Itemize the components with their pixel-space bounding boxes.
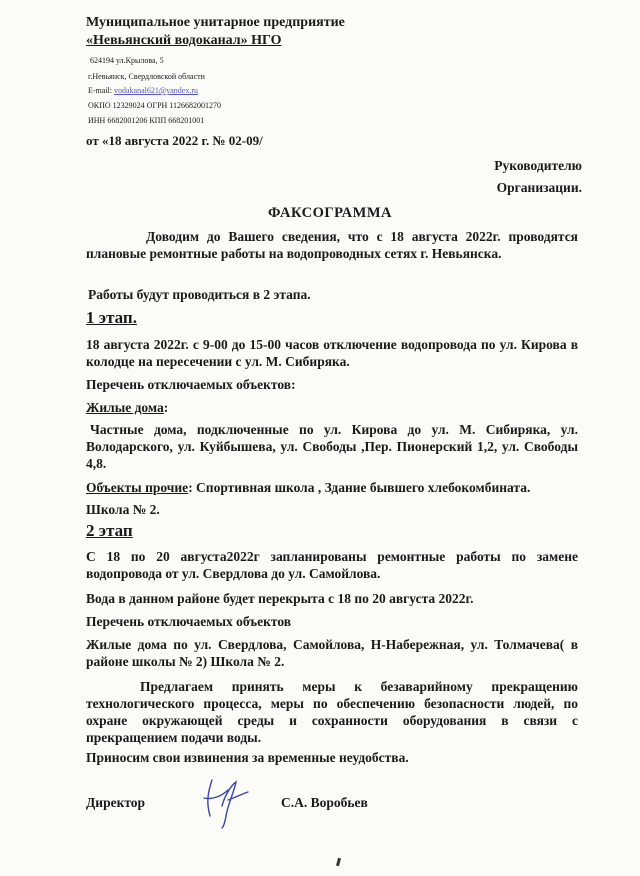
stages-note: Работы будут проводиться в 2 этапа. bbox=[88, 287, 311, 302]
other-text: : Спортивная школа , Здание бывшего хлебокомбината. bbox=[188, 480, 531, 495]
signatory-name: С.А. Воробьев bbox=[281, 795, 368, 810]
email-link[interactable]: vodakanal621@yandex.ru bbox=[114, 86, 199, 95]
org-okpo-ogrn: ОКПО 12329024 ОГРН 1126682001270 bbox=[88, 101, 221, 110]
signatory-position: Директор bbox=[86, 795, 146, 810]
stage1-heading: 1 этап. bbox=[86, 308, 137, 327]
org-name-line2: «Невьянский водоканал» НГО bbox=[86, 33, 282, 48]
apology-line: Приносим свои извинения за временные неудобства. bbox=[86, 750, 409, 765]
residential-label: Жилые дома bbox=[86, 400, 164, 415]
stage1-residential-text: Частные дома, подключенные по ул. Кирова до ул. М. Сибиряка, ул. Володарского, ул. Куйбышева, ул. Свободы ,Пер. Пионерский 1,2, ул. Свободы 4,8. bbox=[86, 422, 578, 471]
proposal-paragraph: Предлагаем принять меры к безаварийному прекращению технологического процесса, меры по обеспечению безопасности людей, по охране окружающей среды и сохранности оборудования в связи с прекращением подачи воды. bbox=[86, 679, 578, 745]
other-label: Объекты прочие bbox=[86, 480, 189, 495]
stage1-residential-heading bbox=[86, 399, 578, 416]
residential-colon: : bbox=[163, 400, 169, 415]
recipient-line2: Организации. bbox=[496, 180, 582, 195]
stage1-other-objects bbox=[86, 479, 578, 496]
stage1-objects-title: Перечень отключаемых объектов: bbox=[86, 377, 296, 392]
org-city: г.Невьянск, Свердловской области bbox=[88, 72, 205, 81]
stage2-residential-text: Жилые дома по ул. Свердлова, Самойлова, Н-Набережная, ул. Толмачева( в районе школы № 2) Школа № 2. bbox=[86, 637, 578, 669]
recipient-line1: Руководителю bbox=[494, 158, 582, 173]
document-number: от «18 августа 2022 г. № 02-09/ bbox=[86, 133, 263, 148]
org-email-line bbox=[88, 86, 198, 96]
intro-paragraph: Доводим до Вашего сведения, что с 18 августа 2022г. проводятся плановые ремонтные работы на водопроводных сетях г. Невьянска. bbox=[86, 229, 578, 261]
stage2-objects-title: Перечень отключаемых объектов bbox=[86, 614, 292, 629]
org-name-line1: Муниципальное унитарное предприятие bbox=[86, 15, 345, 30]
email-label: E-mail: bbox=[88, 86, 112, 95]
scan-mark bbox=[336, 858, 341, 867]
org-address: 624194 ул.Крылова, 5 bbox=[90, 56, 164, 65]
stage2-heading: 2 этап bbox=[86, 521, 133, 540]
document-title: ФАКСОГРАММА bbox=[268, 205, 392, 221]
stage1-school: Школа № 2. bbox=[86, 502, 160, 517]
handwritten-signature bbox=[198, 776, 256, 832]
stage1-description: 18 августа 2022г. с 9-00 до 15-00 часов отключение водопровода по ул. Кирова в колодце на пересечении с ул. М. Сибиряка. bbox=[86, 337, 578, 369]
org-inn-kpp: ИНН 6682001206 КПП 668201001 bbox=[88, 116, 205, 125]
organization-header bbox=[86, 14, 345, 50]
stage2-description: С 18 по 20 августа2022г запланированы ремонтные работы по замене водопровода от ул. Свердлова до ул. Самойлова. bbox=[86, 549, 578, 581]
stage2-water-off: Вода в данном районе будет перекрыта с 18 по 20 августа 2022г. bbox=[86, 591, 474, 606]
